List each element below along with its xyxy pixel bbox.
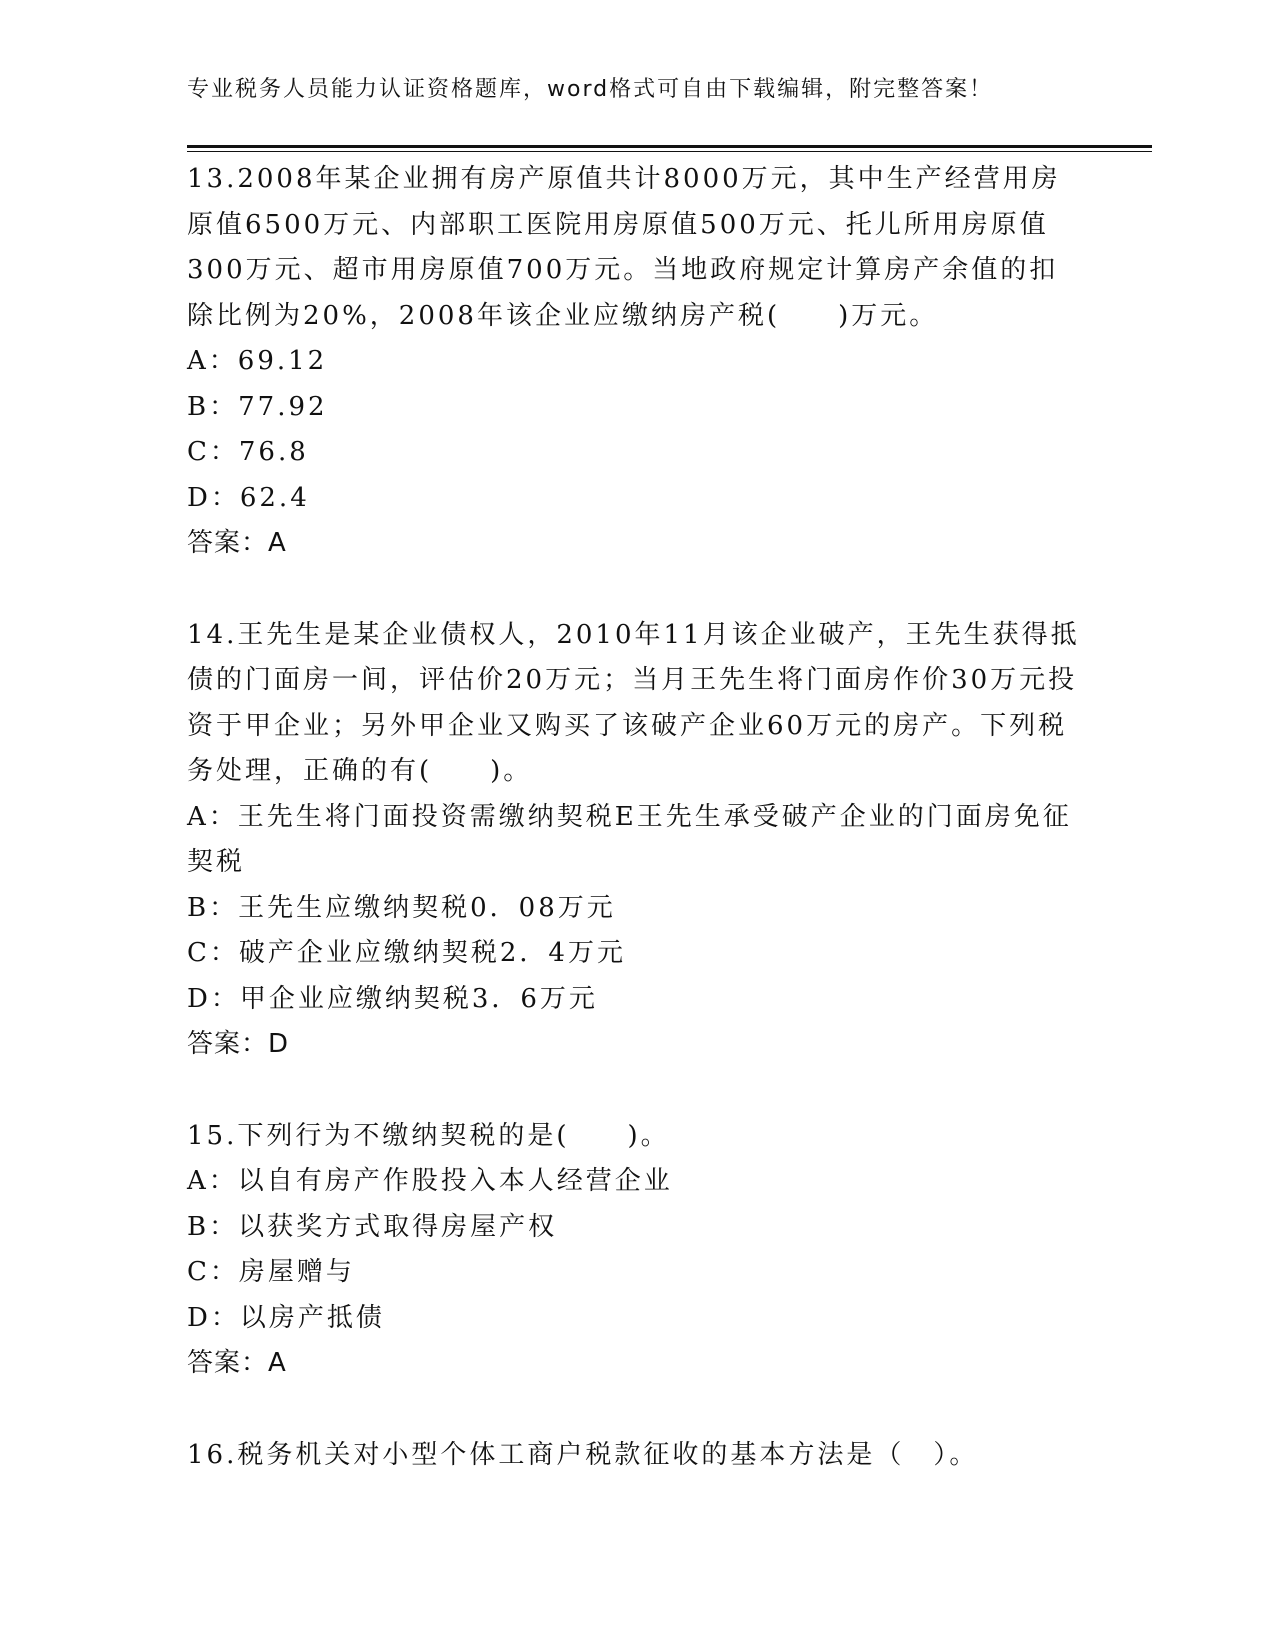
- option-c: C：破产企业应缴纳契税2．4万元: [187, 938, 626, 968]
- questions-list: [187, 157, 1087, 1478]
- question-text: 15.下列行为不缴纳契税的是( )。: [187, 1120, 670, 1151]
- question-15: [187, 1114, 1087, 1387]
- question-spacer: [187, 567, 1087, 613]
- option-b: B：以获奖方式取得房屋产权: [187, 1211, 558, 1242]
- option-a: A：王先生将门面投资需缴纳契税E王先生承受破产企业的门面房免征契税: [187, 801, 1072, 877]
- answer-line: 答案：D: [187, 1029, 290, 1059]
- option-c: C：房屋赠与: [187, 1257, 355, 1287]
- question-text: 16.税务机关对小型个体工商户税款征收的基本方法是（ ）。: [187, 1439, 979, 1470]
- question-text: 13.2008年某企业拥有房产原值共计8000万元，其中生产经营用房原值6500万元、内部职工医院用房原值500万元、托儿所用房原值300万元、超市用房原值700万元。当地政府规定计算房产余值的扣除比例为20%，2008年该企业应缴纳房产税( )万元。: [187, 164, 1061, 331]
- page-header: 专业税务人员能力认证资格题库，word格式可自由下载编辑，附完整答案！: [187, 77, 994, 102]
- question-spacer: [187, 1068, 1087, 1114]
- question-14: [187, 613, 1087, 1068]
- option-d: D：62.4: [187, 482, 310, 513]
- question-spacer: [187, 1387, 1087, 1433]
- option-a: A：以自有房产作股投入本人经营企业: [187, 1166, 673, 1196]
- answer-line: 答案：A: [187, 1348, 287, 1378]
- question-16: [187, 1433, 1087, 1479]
- option-d: D：甲企业应缴纳契税3．6万元: [187, 983, 598, 1014]
- option-a: A：69.12: [187, 346, 328, 376]
- option-d: D：以房产抵债: [187, 1302, 385, 1333]
- question-text: 14.王先生是某企业债权人，2010年11月该企业破产，王先生获得抵债的门面房一间，评估价20万元；当月王先生将门面房作价30万元投资于甲企业；另外甲企业又购买了该破产企业60万元的房产。下列税务处理，正确的有( )。: [187, 619, 1080, 786]
- header-rule-thick: [187, 145, 1152, 148]
- option-b: B：77.92: [187, 391, 328, 422]
- answer-line: 答案：A: [187, 528, 287, 558]
- option-b: B：王先生应缴纳契税0．08万元: [187, 892, 616, 923]
- header-rule-thin: [187, 151, 1152, 152]
- question-13: [187, 157, 1087, 567]
- option-c: C：76.8: [187, 437, 309, 467]
